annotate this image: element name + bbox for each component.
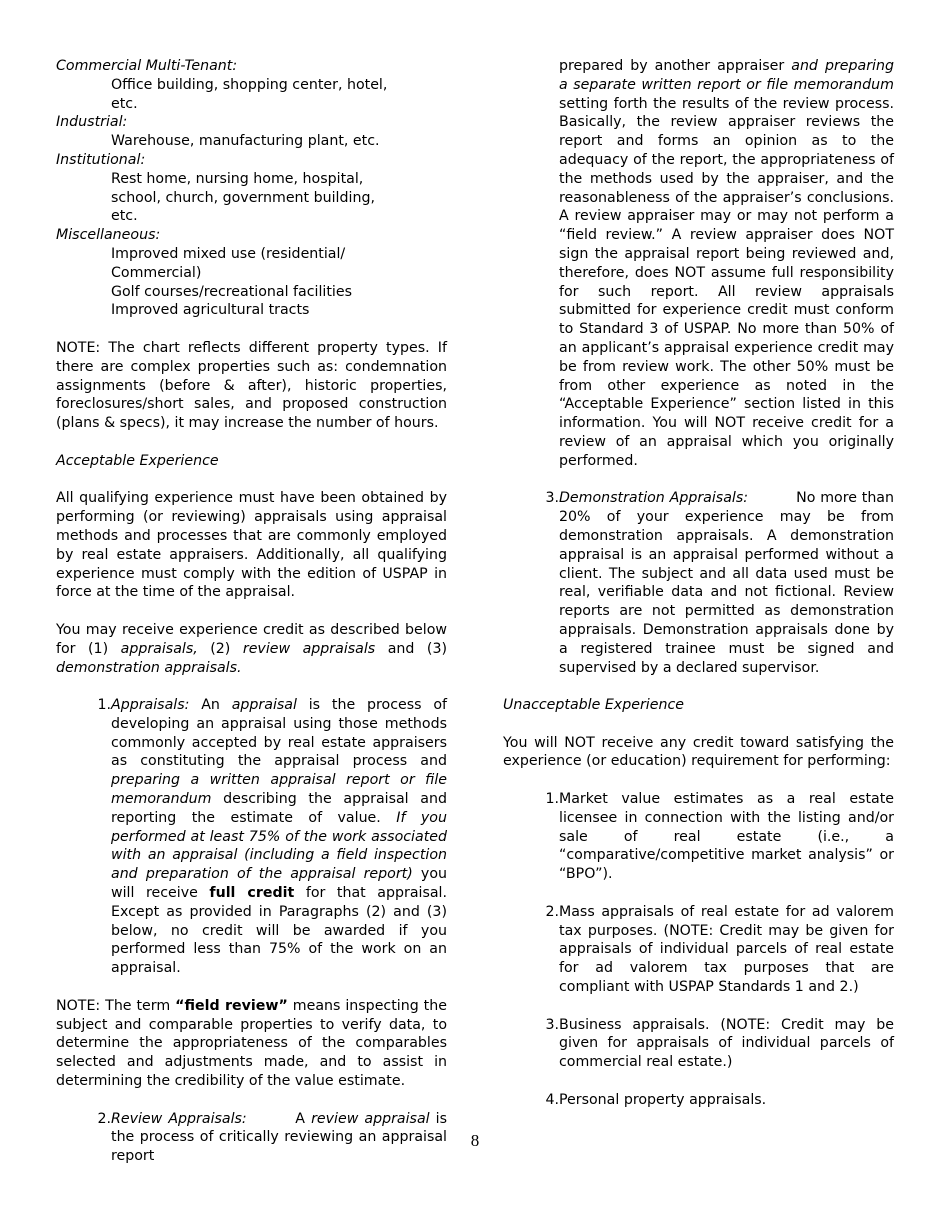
unacceptable-experience-paragraph: You will NOT receive any credit toward satisfying the experience (or education) requirement for performing: <box>503 734 894 770</box>
category-title: Miscellaneous: <box>56 227 161 244</box>
category-item: Office building, shopping center, hotel, <box>111 76 388 93</box>
category-item: etc. <box>111 208 138 225</box>
list-number: 1. <box>97 697 111 714</box>
list-item-appraisals <box>56 696 447 978</box>
property-category <box>56 226 447 320</box>
category-item: Rest home, nursing home, hospital, <box>111 170 364 187</box>
acceptable-experience-heading: Acceptable Experience <box>56 452 219 469</box>
category-item: Improved agricultural tracts <box>111 302 310 319</box>
property-category <box>56 113 447 151</box>
unacceptable-list-item <box>503 1016 894 1072</box>
credit-paragraph: You may receive experience credit as described below for (1) appraisals, (2) review appraisals and (3) demonstration appraisals. <box>56 621 448 676</box>
category-item: Warehouse, manufacturing plant, etc. <box>111 133 380 150</box>
property-category <box>56 57 447 113</box>
review-appraisal-continued: prepared by another appraiser and preparing a separate written report or file memorandum setting forth the results of the review process. Basically, the review appraiser reviews the report and forms an opinion as to the adequacy of the report, the appropriateness of the methods used by the appraiser, and the reasonableness of the appraiser’s conclusions. A review appraiser may or may not perform a “field review.” A review appraiser does NOT sign the appraisal report being reviewed and, therefore, does NOT assume full responsibility for such report. All review appraisals submitted for experience credit must conform to Standard 3 of USPAP. No more than 50% of an applicant’s appraisal experience credit may be from review work. The other 50% must be from other experience as noted in the “Acceptable Experience” section listed in this information. You will NOT receive credit for a review of an appraisal which you originally performed. <box>559 58 894 469</box>
unacceptable-list-item <box>503 1091 894 1110</box>
list-number: 2. <box>97 1110 111 1127</box>
list-number: 4. <box>545 1091 559 1108</box>
left-column <box>56 57 447 1166</box>
page-number: 8 <box>470 1131 480 1150</box>
category-title: Commercial Multi-Tenant: <box>56 58 238 74</box>
list-item-text: Personal property appraisals. <box>559 1091 767 1108</box>
list-number: 2. <box>545 903 559 920</box>
list-number: 1. <box>545 791 559 808</box>
category-title: Institutional: <box>56 151 146 168</box>
right-column <box>503 57 899 1110</box>
category-item: school, church, government building, <box>111 189 375 206</box>
unacceptable-experience-heading: Unacceptable Experience <box>503 697 684 714</box>
category-title: Industrial: <box>56 114 128 131</box>
list-number: 3. <box>545 1016 559 1033</box>
property-category <box>56 151 447 226</box>
list-item-text: Mass appraisals of real estate for ad valorem tax purposes. (NOTE: Credit may be given for appraisals of individual parcels of real estate for ad valorem tax purposes that are compliant with USPAP Standards 1 and 2.) <box>559 903 894 996</box>
list-item-text: Review Appraisals: A review appraisal is the process of critically reviewing an appraisal report <box>111 1110 447 1165</box>
category-item: Commercial) <box>111 264 202 281</box>
list-item-text: Demonstration Appraisals: No more than 20% of your experience may be from demonstration appraisals. A demonstration appraisal is an appraisal performed without a client. The subject and all data used must be real, verifiable data and not fictional. Review reports are not permitted as demonstration appraisals. Demonstration appraisals done by a registered trainee must be signed and supervised by a declared supervisor. <box>559 490 899 676</box>
chart-note: NOTE: The chart reflects different property types. If there are complex properties such as: condemnation assignments (before & after), historic properties, foreclosures/short sales, and proposed construction (plans & specs), it may increase the number of hours. <box>56 339 447 432</box>
list-item-demonstration-appraisals <box>503 489 899 677</box>
list-item-text: Business appraisals. (NOTE: Credit may be given for appraisals of individual parcels of commercial real estate.) <box>559 1016 894 1071</box>
category-item: etc. <box>111 95 138 112</box>
category-item: Improved mixed use (residential/ <box>111 245 346 262</box>
list-item-text: Market value estimates as a real estate licensee in connection with the listing and/or sale of real estate (i.e., a “comparative/competitive market analysis” or “BPO”). <box>559 791 894 883</box>
list-number: 3. <box>545 490 559 507</box>
category-item: Golf courses/recreational facilities <box>111 283 352 300</box>
list-item-text: Appraisals: An appraisal is the process of developing an appraisal using those methods commonly accepted by real estate appraisers as constituting the appraisal process and preparing a written appraisal report or file memorandum describing the appraisal and reporting the estimate of value. If you performed at least 75% of the work associated with an appraisal (including a field inspection and preparation of the appraisal report) you will receive full credit for that appraisal. Except as provided in Paragraphs (2) and (3) below, no credit will be awarded if you performed less than 75% of the work on an appraisal. <box>111 697 447 977</box>
unacceptable-list-item <box>503 903 894 997</box>
field-review-note: NOTE: The term “field review” means inspecting the subject and comparable properties to verify data, to determine the appropriateness of the comparables selected and adjustments made, and to assist in determining the credibility of the value estimate. <box>56 997 447 1090</box>
acceptable-experience-paragraph: All qualifying experience must have been obtained by performing (or reviewing) appraisals using appraisal methods and processes that are commonly employed by real estate appraisers. Additionally, all qualifying experience must comply with the edition of USPAP in force at the time of the appraisal. <box>56 490 447 601</box>
unacceptable-list-item <box>503 790 894 884</box>
